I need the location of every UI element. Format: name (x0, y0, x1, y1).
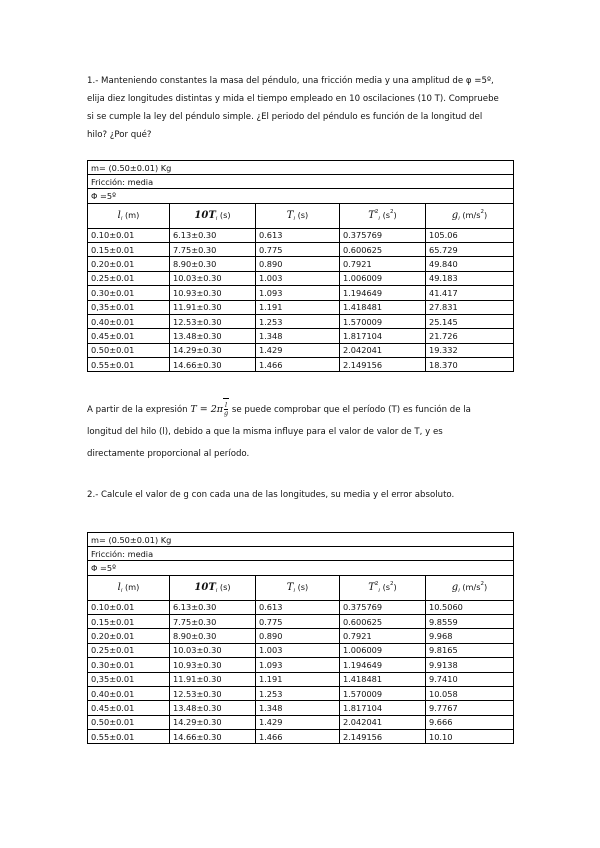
table-cell: 9.8559 (426, 614, 514, 628)
table-cell: 0.15±0.01 (88, 242, 170, 256)
table-cell: 9.7410 (426, 672, 514, 686)
table-cell: 7.75±0.30 (170, 242, 256, 256)
table-row (88, 228, 514, 242)
table-row (88, 730, 514, 744)
column-header-row (88, 203, 514, 228)
table-cell: 13.48±0.30 (170, 329, 256, 343)
table-cell: 0,35±0.01 (88, 672, 170, 686)
amplitude-label: Φ =5º (88, 189, 514, 203)
gravity-header: $g_i$ $(m/s^2)$ (426, 575, 514, 600)
table-cell: 1.418481 (340, 672, 426, 686)
table-row (88, 300, 514, 314)
table-cell: 11.91±0.30 (170, 672, 256, 686)
table-cell: 18.370 (426, 358, 514, 372)
table-2-body (88, 600, 514, 744)
table-row (88, 672, 514, 686)
question-1-line: hilo? ¿Por qué? (87, 130, 152, 140)
table-row (88, 614, 514, 628)
explanation (87, 398, 523, 465)
question-1-line: si se cumple la ley del péndulo simple. ¿El periodo del péndulo es función de la longitud del (87, 112, 483, 122)
table-cell: 9.8165 (426, 643, 514, 657)
gravity-header: $g_i$ $(m/s^2)$ (426, 203, 514, 228)
table-cell: 1.817104 (340, 329, 426, 343)
mass-label: m= (0.50±0.01) Kg (88, 533, 514, 547)
table-cell: 0.55±0.01 (88, 358, 170, 372)
table-cell: 0.375769 (340, 600, 426, 614)
table-cell: 0.10±0.01 (88, 228, 170, 242)
table-cell: 6.13±0.30 (170, 600, 256, 614)
table-cell: 19.332 (426, 343, 514, 357)
table-cell: 1.418481 (340, 300, 426, 314)
table-cell: 2.149156 (340, 730, 426, 744)
table-cell: 27.831 (426, 300, 514, 314)
explanation-line: directamente proporcional al período. (87, 449, 250, 459)
table-cell: 13.48±0.30 (170, 701, 256, 715)
question-1 (87, 72, 517, 144)
table-cell: 65.729 (426, 242, 514, 256)
table-cell: 0.30±0.01 (88, 286, 170, 300)
question-1-line: elija diez longitudes distintas y mida el tiempo empleado en 10 oscilaciones (10 T). Compruebe (87, 94, 499, 104)
table-cell: 0.7921 (340, 629, 426, 643)
table-row (88, 600, 514, 614)
table-cell: 8.90±0.30 (170, 257, 256, 271)
table-cell: 14.29±0.30 (170, 715, 256, 729)
table-cell: 49.183 (426, 271, 514, 285)
table-cell: 9.9138 (426, 658, 514, 672)
table-cell: 49.840 (426, 257, 514, 271)
table-cell: 2.149156 (340, 358, 426, 372)
table-cell: 0.20±0.01 (88, 257, 170, 271)
table-cell: 1.006009 (340, 271, 426, 285)
table-cell: 1.003 (256, 643, 340, 657)
period-formula: T = 2π $\frac{l}{g}$ (190, 404, 229, 415)
table-cell: 21.726 (426, 329, 514, 343)
table-row (88, 658, 514, 672)
table-cell: 1.003 (256, 271, 340, 285)
table-cell: 0.30±0.01 (88, 658, 170, 672)
table-cell: 0,35±0.01 (88, 300, 170, 314)
table-cell: 1.253 (256, 314, 340, 328)
table-cell: 10.93±0.30 (170, 286, 256, 300)
table-cell: 0.10±0.01 (88, 600, 170, 614)
table-cell: 1.348 (256, 701, 340, 715)
table-cell: 0.15±0.01 (88, 614, 170, 628)
period-squared-header: $T^2_i$ $(s^2)$ (340, 203, 426, 228)
table-cell: 0.40±0.01 (88, 314, 170, 328)
explanation-line: longitud del hilo (l), debido a que la misma influye para el valor de valor de T, y es (87, 427, 443, 437)
table-cell: 2.042041 (340, 715, 426, 729)
table-row (88, 329, 514, 343)
table-cell: 1.429 (256, 343, 340, 357)
table-cell: 1.093 (256, 286, 340, 300)
table-row (88, 271, 514, 285)
table-cell: 0.775 (256, 242, 340, 256)
table-cell: 1.191 (256, 672, 340, 686)
amplitude-label: Φ =5º (88, 561, 514, 575)
table-cell: 9.666 (426, 715, 514, 729)
table-cell: 0.25±0.01 (88, 643, 170, 657)
table-row (88, 629, 514, 643)
table-cell: 0.20±0.01 (88, 629, 170, 643)
table-cell: 1.817104 (340, 701, 426, 715)
table-row (88, 257, 514, 271)
table-cell: 0.600625 (340, 614, 426, 628)
table-cell: 1.194649 (340, 286, 426, 300)
length-header: $l_i$ (m) (88, 203, 170, 228)
table-cell: 14.66±0.30 (170, 358, 256, 372)
table-cell: 0.55±0.01 (88, 730, 170, 744)
column-header-row (88, 575, 514, 600)
table-row (88, 715, 514, 729)
table-cell: 1.429 (256, 715, 340, 729)
table-cell: 0.40±0.01 (88, 686, 170, 700)
ten-period-header: $10T_i$ (s) (170, 575, 256, 600)
table-cell: 0.613 (256, 228, 340, 242)
table-cell: 1.348 (256, 329, 340, 343)
table-row (88, 358, 514, 372)
table-cell: 105.06 (426, 228, 514, 242)
table-cell: 0.890 (256, 629, 340, 643)
table-1-body (88, 228, 514, 372)
explanation-line: A partir de la expresión T = 2π $\frac{l}{g}$ se puede comprobar que el período (T) es función de la (87, 398, 523, 421)
table-row (88, 242, 514, 256)
table-cell: 1.006009 (340, 643, 426, 657)
period-header: $T_i$ (s) (256, 575, 340, 600)
table-cell: 41.417 (426, 286, 514, 300)
table-cell: 0.613 (256, 600, 340, 614)
mass-label: m= (0.50±0.01) Kg (88, 161, 514, 175)
table-cell: 0.50±0.01 (88, 715, 170, 729)
table-cell: 12.53±0.30 (170, 314, 256, 328)
table-cell: 12.53±0.30 (170, 686, 256, 700)
table-cell: 0.7921 (340, 257, 426, 271)
table-cell: 7.75±0.30 (170, 614, 256, 628)
table-cell: 10.058 (426, 686, 514, 700)
table-row (88, 686, 514, 700)
table-cell: 10.10 (426, 730, 514, 744)
table-cell: 0.25±0.01 (88, 271, 170, 285)
table-cell: 1.466 (256, 358, 340, 372)
table-cell: 0.890 (256, 257, 340, 271)
table-row (88, 643, 514, 657)
pendulum-table-1 (87, 160, 514, 372)
table-cell: 2.042041 (340, 343, 426, 357)
table-cell: 10.03±0.30 (170, 643, 256, 657)
table-cell: 0.45±0.01 (88, 329, 170, 343)
period-header: $T_i$ (s) (256, 203, 340, 228)
table-cell: 14.66±0.30 (170, 730, 256, 744)
table-cell: 11.91±0.30 (170, 300, 256, 314)
friction-label: Fricción: media (88, 175, 514, 189)
table-row (88, 286, 514, 300)
ten-period-header: $10T_i$ (s) (170, 203, 256, 228)
table-cell: 0.50±0.01 (88, 343, 170, 357)
table-cell: 10.93±0.30 (170, 658, 256, 672)
table-row (88, 343, 514, 357)
question-1-line: 1.- Manteniendo constantes la masa del péndulo, una fricción media y una amplitud de φ =5º, (87, 76, 494, 86)
pendulum-table-2 (87, 532, 514, 744)
table-cell: 6.13±0.30 (170, 228, 256, 242)
table-cell: 0.375769 (340, 228, 426, 242)
table-cell: 0.45±0.01 (88, 701, 170, 715)
table-cell: 10.5060 (426, 600, 514, 614)
table-row (88, 701, 514, 715)
table-cell: 10.03±0.30 (170, 271, 256, 285)
table-cell: 8.90±0.30 (170, 629, 256, 643)
table-cell: 1.570009 (340, 314, 426, 328)
table-cell: 1.253 (256, 686, 340, 700)
table-cell: 1.466 (256, 730, 340, 744)
table-row (88, 314, 514, 328)
table-cell: 1.194649 (340, 658, 426, 672)
friction-label: Fricción: media (88, 547, 514, 561)
table-cell: 1.191 (256, 300, 340, 314)
table-cell: 14.29±0.30 (170, 343, 256, 357)
table-cell: 0.775 (256, 614, 340, 628)
table-cell: 0.600625 (340, 242, 426, 256)
length-header: $l_i$ (m) (88, 575, 170, 600)
table-cell: 25.145 (426, 314, 514, 328)
table-cell: 9.7767 (426, 701, 514, 715)
table-cell: 1.093 (256, 658, 340, 672)
table-cell: 1.570009 (340, 686, 426, 700)
question-2: 2.- Calcule el valor de g con cada una de las longitudes, su media y el error absoluto. (87, 490, 455, 500)
period-squared-header: $T^2_i$ $(s^2)$ (340, 575, 426, 600)
table-cell: 9.968 (426, 629, 514, 643)
